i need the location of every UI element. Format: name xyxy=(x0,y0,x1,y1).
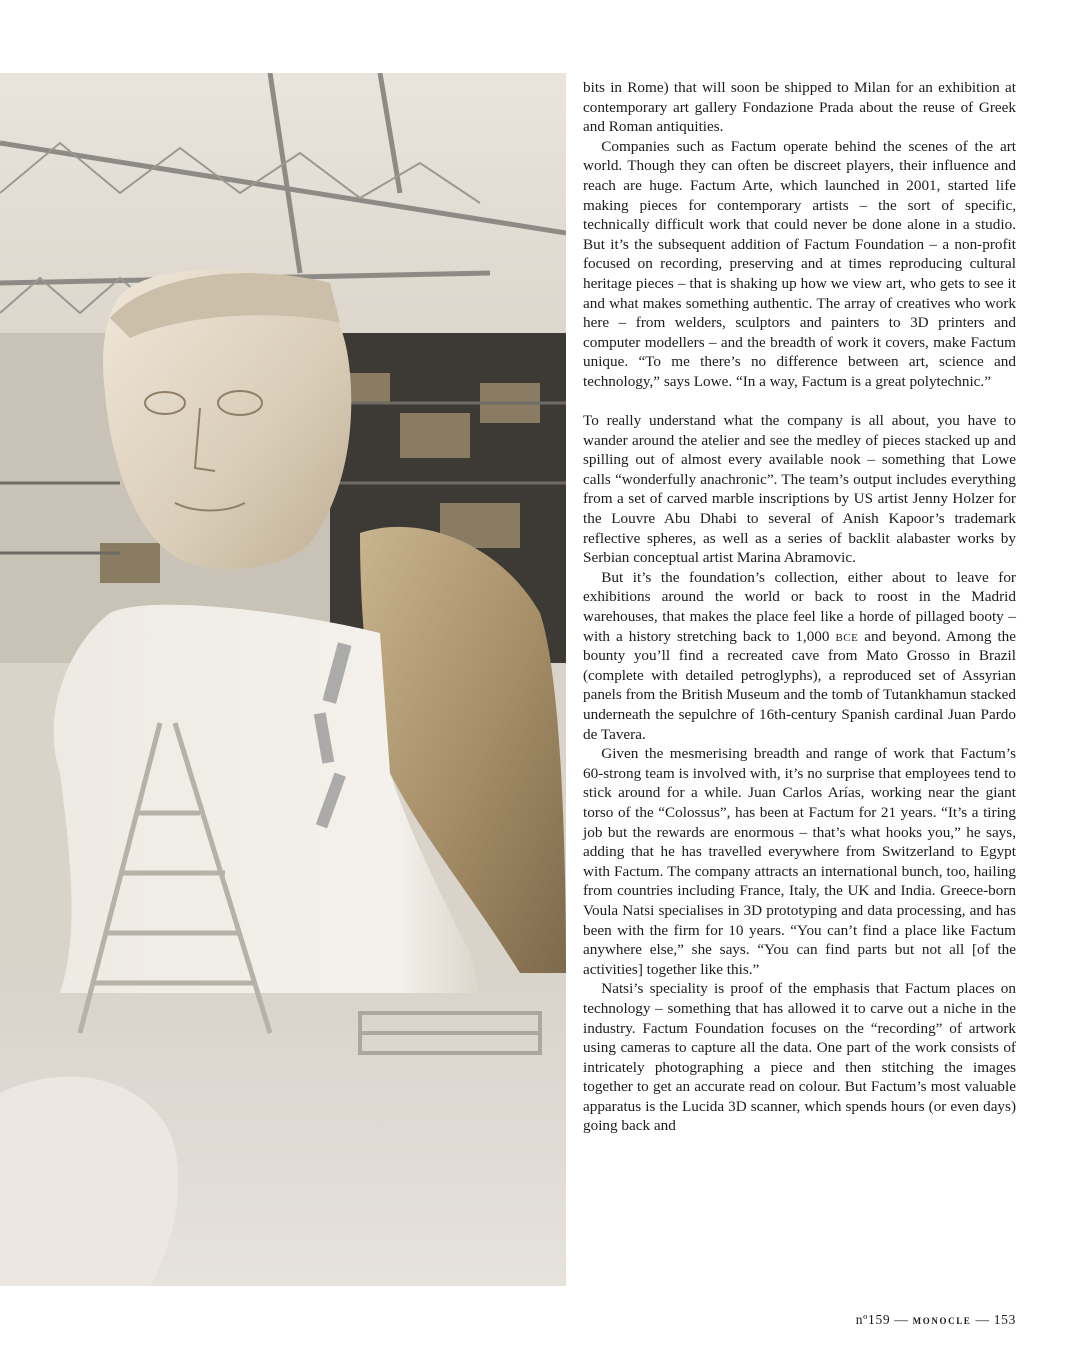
paragraph: Given the mesmerising breadth and range of work that Factum’s 60-strong team is involved with, it’s no surprise that employees tend to stick around for a while. Juan Carlos Arías, working near the giant torso of the “Colossus”, has been at Factum for 21 years. “It’s a tiring job but the rewards are enormous – that’s what hooks you,” he says, adding that he has travelled everywhere from Switzerland to Egypt with Factum. The company attracts an international bunch, too, hailing from countries including France, Italy, the UK and India. Greece-born Voula Natsi specialises in 3D prototyping and data processing, and has been with the firm for 10 years. “You can’t find a place like Factum anywhere else,” she says. “You can find parts but not all [of the activities] together like this.” xyxy=(583,745,1016,978)
paragraph: Companies such as Factum operate behind the scenes of the art world. Though they can often be discreet players, their influence and reach are huge. Factum Arte, which launched in 2001, started life making pieces for contemporary artists – the sort of specific, technically difficult work that could never be done alone in a studio. But it’s the subsequent addition of Factum Foundation – a non-profit focused on recording, preserving and at times reproducing cultural heritage pieces – that is shaking up how we view art, who gets to see it and what makes something authentic. The array of creatives who work here – from welders, sculptors and painters to 3D printers and computer modellers – and the breadth of work it covers, make Factum unique. “To me there’s no difference between art, science and technology,” says Lowe. “In a way, Factum is a great polytechnic.” xyxy=(583,137,1016,390)
issue-number: nº159 xyxy=(855,1312,891,1327)
colossus-photo-illustration xyxy=(0,73,566,1286)
magazine-name: monocle xyxy=(912,1312,972,1327)
article-body xyxy=(583,78,1016,1136)
folio-separator: — xyxy=(971,1312,994,1327)
page-folio xyxy=(856,1312,1016,1328)
article-photo xyxy=(0,73,566,1286)
paragraph xyxy=(583,568,1016,744)
era-abbreviation: bce xyxy=(835,627,859,645)
paragraph: To really understand what the company is all about, you have to wander around the atelier and see the medley of pieces stacked up and spilling out of almost every available nook – something that Lowe calls “wonderfully anachronic”. The team’s output includes everything from a set of carved marble inscriptions by US artist Jenny Holzer for the Louvre Abu Dhabi to several of Anish Kapoor’s trademark reflective spheres, as well as a series of backlit alabaster works by Serbian conceptual artist Marina Abramovic. xyxy=(583,412,1016,567)
text-run: But it’s the foundation’s collection, either about to leave for exhibitions around the world or back to roost in the Madrid warehouses, that makes the place feel like a horde of pillaged booty – with a history stretching back to 1,000 xyxy=(583,568,1016,645)
paragraph: Natsi’s speciality is proof of the emphasis that Factum places on technology – something that has allowed it to carve out a niche in the industry. Factum Foundation focuses on the “recording” of artwork using cameras to capture all the data. One part of the work consists of intricately photographing a piece and then stitching the images together to get an accurate read on colour. But Factum’s most valuable apparatus is the Lucida 3D scanner, which spends hours (or even days) going back and xyxy=(583,980,1016,1135)
text-run: and beyond. Among the bounty you’ll find a recreated cave from Mato Grosso in Brazil (complete with detailed petroglyphs), a reproduced set of Assyrian panels from the British Museum and the tomb of Tutankhamun stacked underneath the sepulchre of 16th-century Spanish cardinal Juan Pardo de Tavera. xyxy=(583,627,1017,743)
page-number: 153 xyxy=(993,1312,1016,1327)
folio-separator: — xyxy=(890,1312,913,1327)
paragraph: bits in Rome) that will soon be shipped to Milan for an exhibition at contemporary art gallery Fondazione Prada about the reuse of Greek and Roman antiquities. xyxy=(583,79,1016,136)
